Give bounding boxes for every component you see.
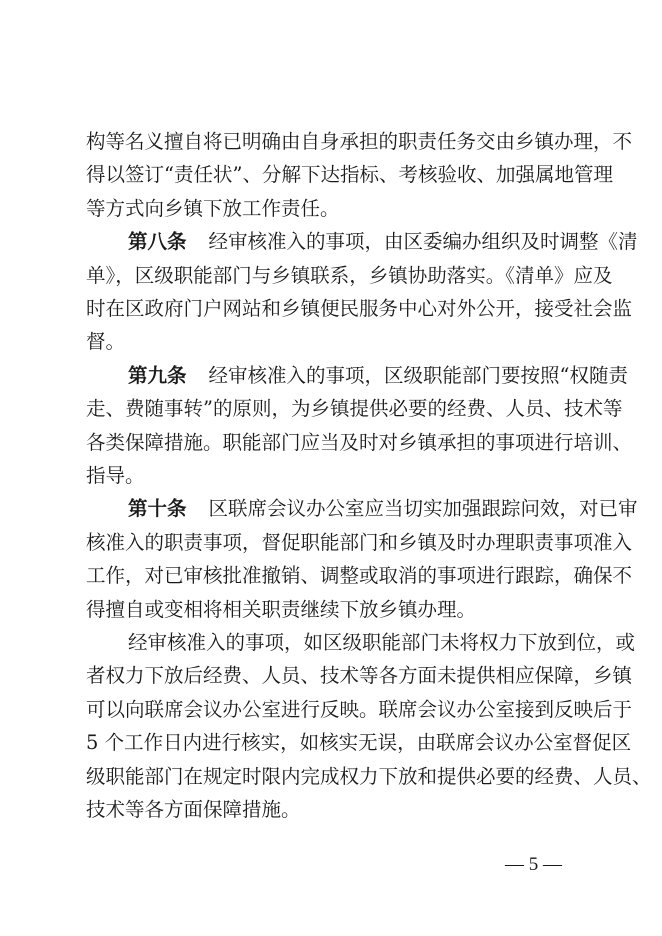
text-line xyxy=(86,628,636,658)
line-text: 指导。 xyxy=(86,464,145,487)
line-text: 5 个工作日内进行核实，如核实无误，由联席会议办公室督促区 xyxy=(86,731,632,755)
line-text: 时在区政府门户网站和乡镇便民服务中心对外公开，接受社会监 xyxy=(86,297,633,320)
line-text: 区联席会议办公室应当切实加强跟踪问效，对已审 xyxy=(208,497,638,521)
text-line xyxy=(86,127,633,157)
article-paragraph-line xyxy=(86,494,638,524)
line-text: 技术等各方面保障措施。 xyxy=(86,798,301,821)
article-paragraph-line xyxy=(86,227,638,257)
text-line xyxy=(86,394,623,424)
line-text: 督。 xyxy=(86,330,126,354)
line-text: 经审核准入的事项，如区级职能部门未将权力下放到位，或 xyxy=(128,631,636,654)
line-text: 经审核准入的事项，由区委编办组织及时调整《清 xyxy=(208,230,638,254)
text-line xyxy=(86,194,578,224)
page-number: — 5 — xyxy=(505,854,562,875)
article-heading: 第八条 xyxy=(128,230,187,254)
text-line xyxy=(86,294,633,324)
text-line xyxy=(86,595,578,625)
line-text: 单》，区级职能部门与乡镇联系，乡镇协助落实。《清单》应及 xyxy=(86,263,613,287)
article-heading: 第九条 xyxy=(128,363,187,387)
line-text: 构等名义擅自将已明确由自身承担的职责任务交由乡镇办理，不 xyxy=(86,130,633,153)
line-text: 走、费随事转”的原则，为乡镇提供必要的经费、人员、技术等 xyxy=(86,397,623,421)
line-text: 得擅自或变相将相关职责继续下放乡镇办理。 xyxy=(86,597,477,621)
text-line xyxy=(86,261,613,291)
line-text: 工作，对已审核批准撤销、调整或取消的事项进行跟踪，确保不 xyxy=(86,564,633,588)
text-line xyxy=(86,461,578,491)
text-line xyxy=(86,428,633,458)
article-heading: 第十条 xyxy=(128,497,187,521)
line-text: 级职能部门在规定时限内完成权力下放和提供必要的经费、人员、 xyxy=(86,764,652,788)
line-text: 可以向联席会议办公室进行反映。联席会议办公室接到反映后于 xyxy=(86,697,633,721)
text-line xyxy=(86,728,632,758)
line-text: 等方式向乡镇下放工作责任。 xyxy=(86,196,340,220)
text-line xyxy=(86,561,633,591)
line-text: 得以签订“责任状”、分解下达指标、考核验收、加强属地管理 xyxy=(86,163,613,187)
text-line xyxy=(86,661,633,691)
line-text: 核准入的职责事项，督促职能部门和乡镇及时办理职责事项准入 xyxy=(86,530,633,554)
text-line xyxy=(86,327,578,357)
article-paragraph-line xyxy=(86,361,628,391)
text-line xyxy=(86,695,633,725)
line-text: 者权力下放后经费、人员、技术等各方面未提供相应保障，乡镇 xyxy=(86,664,633,688)
text-line xyxy=(86,160,613,190)
line-text: 经审核准入的事项，区级职能部门要按照“权随责 xyxy=(208,363,628,387)
text-line xyxy=(86,795,578,825)
line-text: 各类保障措施。职能部门应当及时对乡镇承担的事项进行培训、 xyxy=(86,430,633,454)
text-line xyxy=(86,528,633,558)
text-line xyxy=(86,762,652,792)
